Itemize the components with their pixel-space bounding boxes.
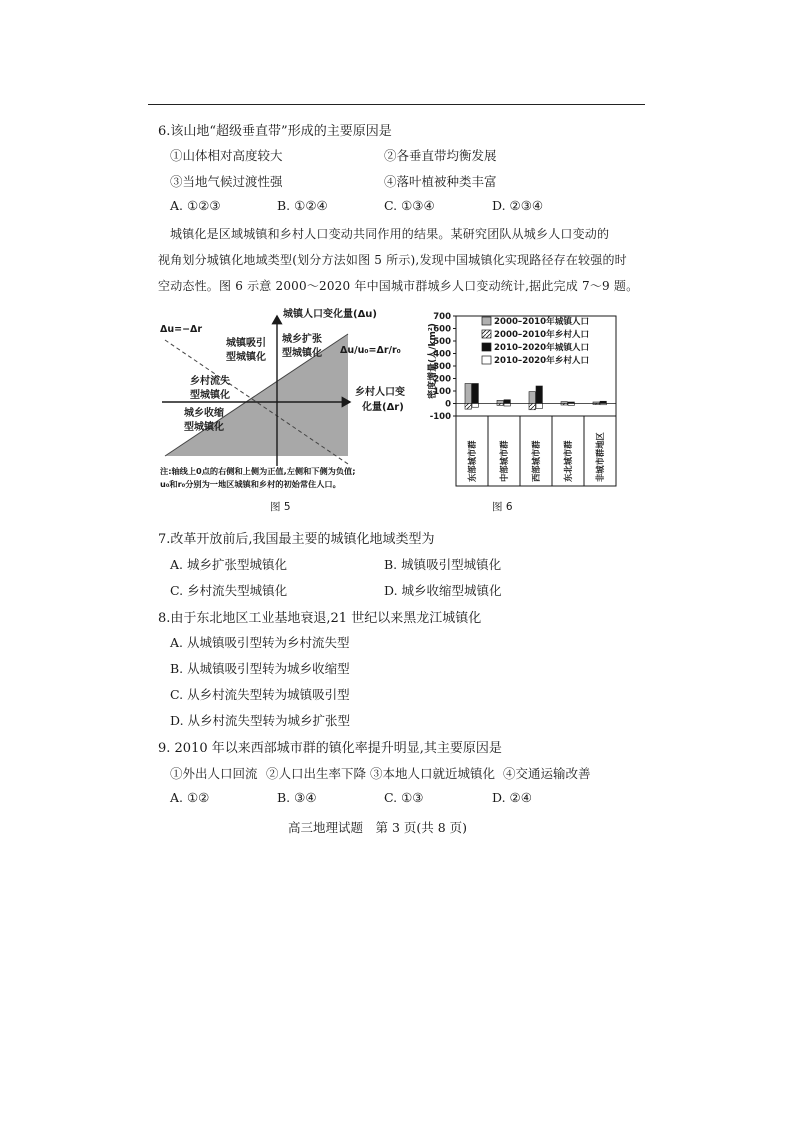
bar [568, 404, 574, 406]
region-rural-loss-2: 型城镇化 [190, 390, 230, 401]
category-label: 东北城市群 [563, 440, 573, 482]
legend-label: 2000–2010年城镇人口 [494, 317, 590, 327]
bar [504, 400, 510, 404]
region-expand-2: 型城镇化 [282, 348, 322, 359]
y-tick-label: 600 [433, 324, 451, 335]
bar [465, 404, 471, 410]
q9-option-b: B. ③④ [277, 790, 317, 805]
figure-5-diagram [150, 306, 420, 514]
legend-swatch [482, 356, 491, 364]
fig5-note-1: 注:轴线上0点的右侧和上侧为正值,左侧和下侧为负值; [160, 466, 356, 476]
category-label: 非城市群地区 [595, 432, 605, 482]
legend-swatch [482, 330, 491, 338]
header-rule [148, 104, 645, 105]
q9-statement-1: ①外出人口回流 [170, 766, 258, 781]
q9-option-a: A. ①② [170, 790, 210, 805]
region-shrink-2: 型城镇化 [184, 422, 224, 433]
y-tick-label: 700 [433, 312, 451, 322]
fig5-note-2: u₀和r₀分别为一地区城镇和乡村的初始常住人口。 [160, 479, 341, 489]
bar [561, 404, 567, 406]
region-town-attract-2: 型城镇化 [226, 352, 266, 363]
figure-6-chart [418, 306, 628, 514]
legend-label: 2010–2020年乡村人口 [494, 356, 590, 366]
bar [529, 404, 535, 410]
q7-stem: 7.改革开放前后,我国最主要的城镇化地域类型为 [158, 532, 435, 547]
q9-option-c: C. ①③ [384, 790, 424, 805]
q7-option-a: A. 城乡扩张型城镇化 [170, 557, 287, 572]
q9-statement-2: ②人口出生率下降 [266, 766, 367, 781]
q8-option-b: B. 从城镇吸引型转为城乡收缩型 [170, 661, 350, 676]
region-rural-loss-1: 乡村流失 [190, 376, 230, 387]
q8-stem: 8.由于东北地区工业基地衰退,21 世纪以来黑龙江城镇化 [158, 611, 482, 626]
bar [497, 400, 503, 403]
q9-statement-3: ③本地人口就近城镇化 [370, 766, 496, 781]
bar [593, 404, 599, 405]
bar [536, 386, 542, 404]
q9-statement-4: ④交通运输改善 [503, 766, 591, 781]
intro-line-1: 城镇化是区域城镇和乡村人口变动共同作用的结果。某研究团队从城乡人口变动的 [170, 227, 610, 241]
q9-option-d: D. ②④ [492, 790, 532, 805]
q6-stem: 6.该山地“超级垂直带”形成的主要原因是 [158, 124, 392, 139]
fig5-caption: 图 5 [270, 501, 291, 513]
q8-option-a: A. 从城镇吸引型转为乡村流失型 [170, 635, 350, 650]
bar [600, 401, 606, 403]
q9-stem: 9. 2010 年以来西部城市群的镇化率提升明显,其主要原因是 [158, 741, 502, 756]
intro-line-2: 视角划分城镇化地域类型(划分方法如图 5 所示),发现中国城镇化实现路径存在较强的时 [158, 253, 627, 267]
category-label: 中部城市群 [499, 440, 509, 482]
bar [472, 404, 478, 408]
q7-option-c: C. 乡村流失型城镇化 [170, 583, 288, 598]
y-tick-label: 500 [433, 337, 451, 347]
bar [504, 404, 510, 407]
q6-option-c: C. ①③④ [384, 198, 435, 213]
bar [465, 384, 471, 404]
q6-statement-3: ③当地气候过渡性强 [170, 174, 283, 189]
y-tick-label: 100 [433, 387, 451, 397]
category-label: 西部城市群 [531, 440, 541, 482]
y-tick-label: 300 [433, 362, 451, 372]
ratio-line-label: Δu/u₀=Δr/r₀ [340, 345, 401, 356]
bar [472, 384, 478, 404]
fig6-caption: 图 6 [492, 501, 513, 513]
bar [497, 404, 503, 406]
region-town-attract-1: 城镇吸引 [226, 338, 266, 349]
fig6-ylabel: 密度增量(人/km²) [428, 323, 438, 399]
y-axis-label: 城镇人口变化量(Δu) [283, 309, 377, 320]
legend-label: 2010–2020年城镇人口 [494, 343, 590, 353]
bar [536, 404, 542, 409]
x-axis-label-2: 化量(Δr) [362, 402, 404, 413]
bar [529, 392, 535, 404]
q6-option-d: D. ②③④ [492, 198, 544, 213]
y-tick-label: -100 [429, 412, 451, 422]
q8-option-c: C. 从乡村流失型转为城镇吸引型 [170, 687, 350, 702]
region-expand-1: 城乡扩张 [282, 334, 322, 345]
q6-statement-4: ④落叶植被种类丰富 [384, 174, 497, 189]
page-footer: 高三地理试题 第 3 页(共 8 页) [288, 820, 468, 835]
q7-option-b: B. 城镇吸引型城镇化 [384, 557, 502, 572]
q6-option-b: B. ①②④ [277, 198, 328, 213]
x-axis-label-1: 乡村人口变 [355, 387, 405, 398]
legend-swatch [482, 343, 491, 351]
q6-statement-2: ②各垂直带均衡发展 [384, 148, 497, 163]
q6-statement-1: ①山体相对高度较大 [170, 148, 283, 163]
legend-swatch [482, 317, 491, 325]
legend-label: 2000–2010年乡村人口 [494, 330, 590, 340]
q8-option-d: D. 从乡村流失型转为城乡扩张型 [170, 713, 351, 728]
intro-line-3: 空动态性。图 6 示意 2000～2020 年中国城市群城乡人口变动统计,据此完成 7～9 题。 [158, 279, 639, 293]
y-tick-label: 400 [433, 349, 451, 360]
region-shrink-1: 城乡收缩 [184, 408, 224, 419]
bar [600, 404, 606, 405]
y-tick-label: 0 [445, 399, 451, 410]
q6-option-a: A. ①②③ [170, 198, 221, 213]
neg-line-label: Δu=−Δr [160, 324, 203, 335]
category-label: 东部城市群 [467, 440, 477, 482]
y-tick-label: 200 [433, 374, 451, 385]
q7-option-d: D. 城乡收缩型城镇化 [384, 583, 502, 598]
